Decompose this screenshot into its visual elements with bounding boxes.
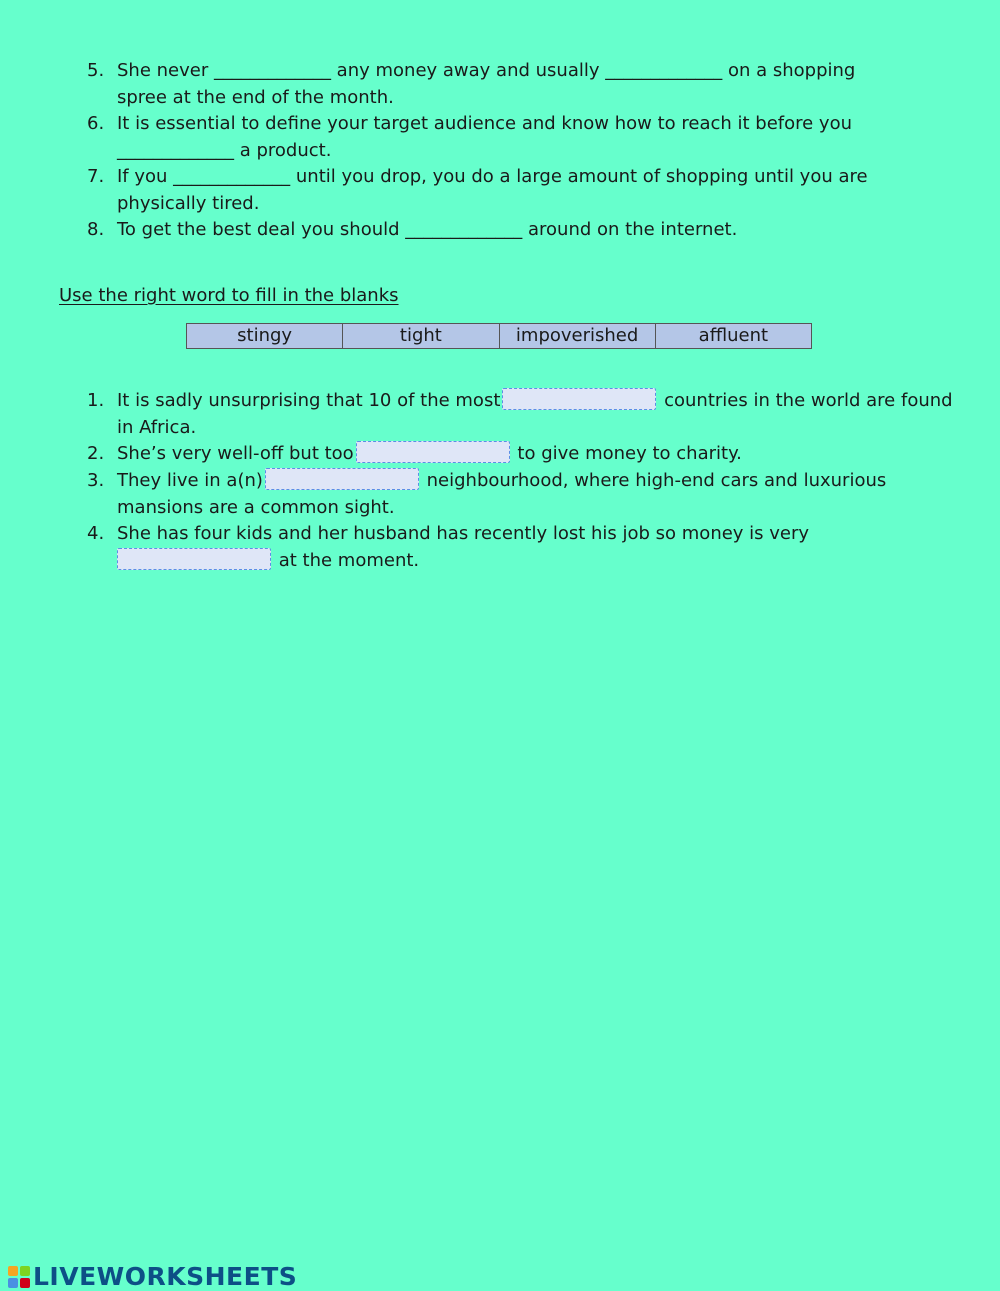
sentence-text: She’s very well-off but too — [117, 443, 354, 464]
item-number: 4. — [87, 523, 105, 544]
answer-blank-1[interactable] — [502, 388, 656, 410]
sentence-line — [117, 468, 947, 495]
sentence-line: in Africa. — [117, 416, 197, 438]
instruction-heading: Use the right word to fill in the blanks — [59, 285, 399, 306]
answer-blank-4[interactable] — [117, 548, 271, 570]
item-number: 8. — [87, 219, 105, 240]
sentence-line — [117, 388, 957, 415]
list-item — [87, 441, 947, 468]
sentence-line — [117, 441, 947, 468]
answer-blank-3[interactable] — [265, 468, 419, 490]
list-item — [87, 164, 947, 217]
sentence-line: To get the best deal you should _____________ around on the internet. — [117, 219, 738, 240]
sentence-line: _____________ a product. — [117, 139, 332, 161]
sentence-text: They live in a(n) — [117, 470, 263, 491]
list-item — [87, 388, 957, 441]
logo-square — [8, 1266, 18, 1276]
sentence-text: to give money to charity. — [511, 443, 742, 464]
sentence-text: It is sadly unsurprising that 10 of the most — [117, 390, 501, 411]
word-bank — [186, 323, 812, 349]
word-bank-cell: impoverished — [500, 324, 656, 348]
sentence-text: neighbourhood, where high-end cars and luxurious — [420, 470, 887, 491]
sentence-text: at the moment. — [273, 549, 420, 571]
word-bank-cell: affluent — [698, 325, 769, 346]
logo-square — [20, 1266, 30, 1276]
sentence-line: spree at the end of the month. — [117, 86, 394, 108]
logo-square — [8, 1278, 18, 1288]
item-number: 5. — [87, 60, 105, 81]
sentence-line: She never _____________ any money away and usually _____________ on a shopping — [117, 60, 856, 81]
sentence-line — [117, 548, 947, 575]
item-number: 6. — [87, 113, 105, 134]
logo-square — [20, 1278, 30, 1288]
sentence-text: countries in the world are found — [658, 390, 953, 411]
item-number: 2. — [87, 443, 105, 464]
sentence-line: It is essential to define your target audience and know how to reach it before you — [117, 113, 853, 134]
logo-text: LIVEWORKSHEETS — [33, 1262, 298, 1291]
liveworksheets-logo — [8, 1262, 297, 1291]
list-item — [87, 217, 947, 244]
sentence-line: physically tired. — [117, 192, 260, 214]
logo-mark-icon — [8, 1266, 30, 1288]
list-item — [87, 111, 947, 164]
sentence-line: She has four kids and her husband has recently lost his job so money is very — [117, 523, 810, 544]
item-number: 7. — [87, 166, 105, 187]
answer-blank-2[interactable] — [356, 441, 510, 463]
sentence-line: mansions are a common sight. — [117, 496, 395, 518]
list-item — [87, 58, 947, 111]
item-number: 3. — [87, 470, 105, 491]
word-bank-cell: tight — [343, 324, 499, 348]
list-item — [87, 468, 947, 521]
word-bank-cell: stingy — [187, 324, 343, 348]
list-item — [87, 521, 947, 574]
item-number: 1. — [87, 390, 105, 411]
sentence-line: If you _____________ until you drop, you do a large amount of shopping until you are — [117, 166, 868, 187]
